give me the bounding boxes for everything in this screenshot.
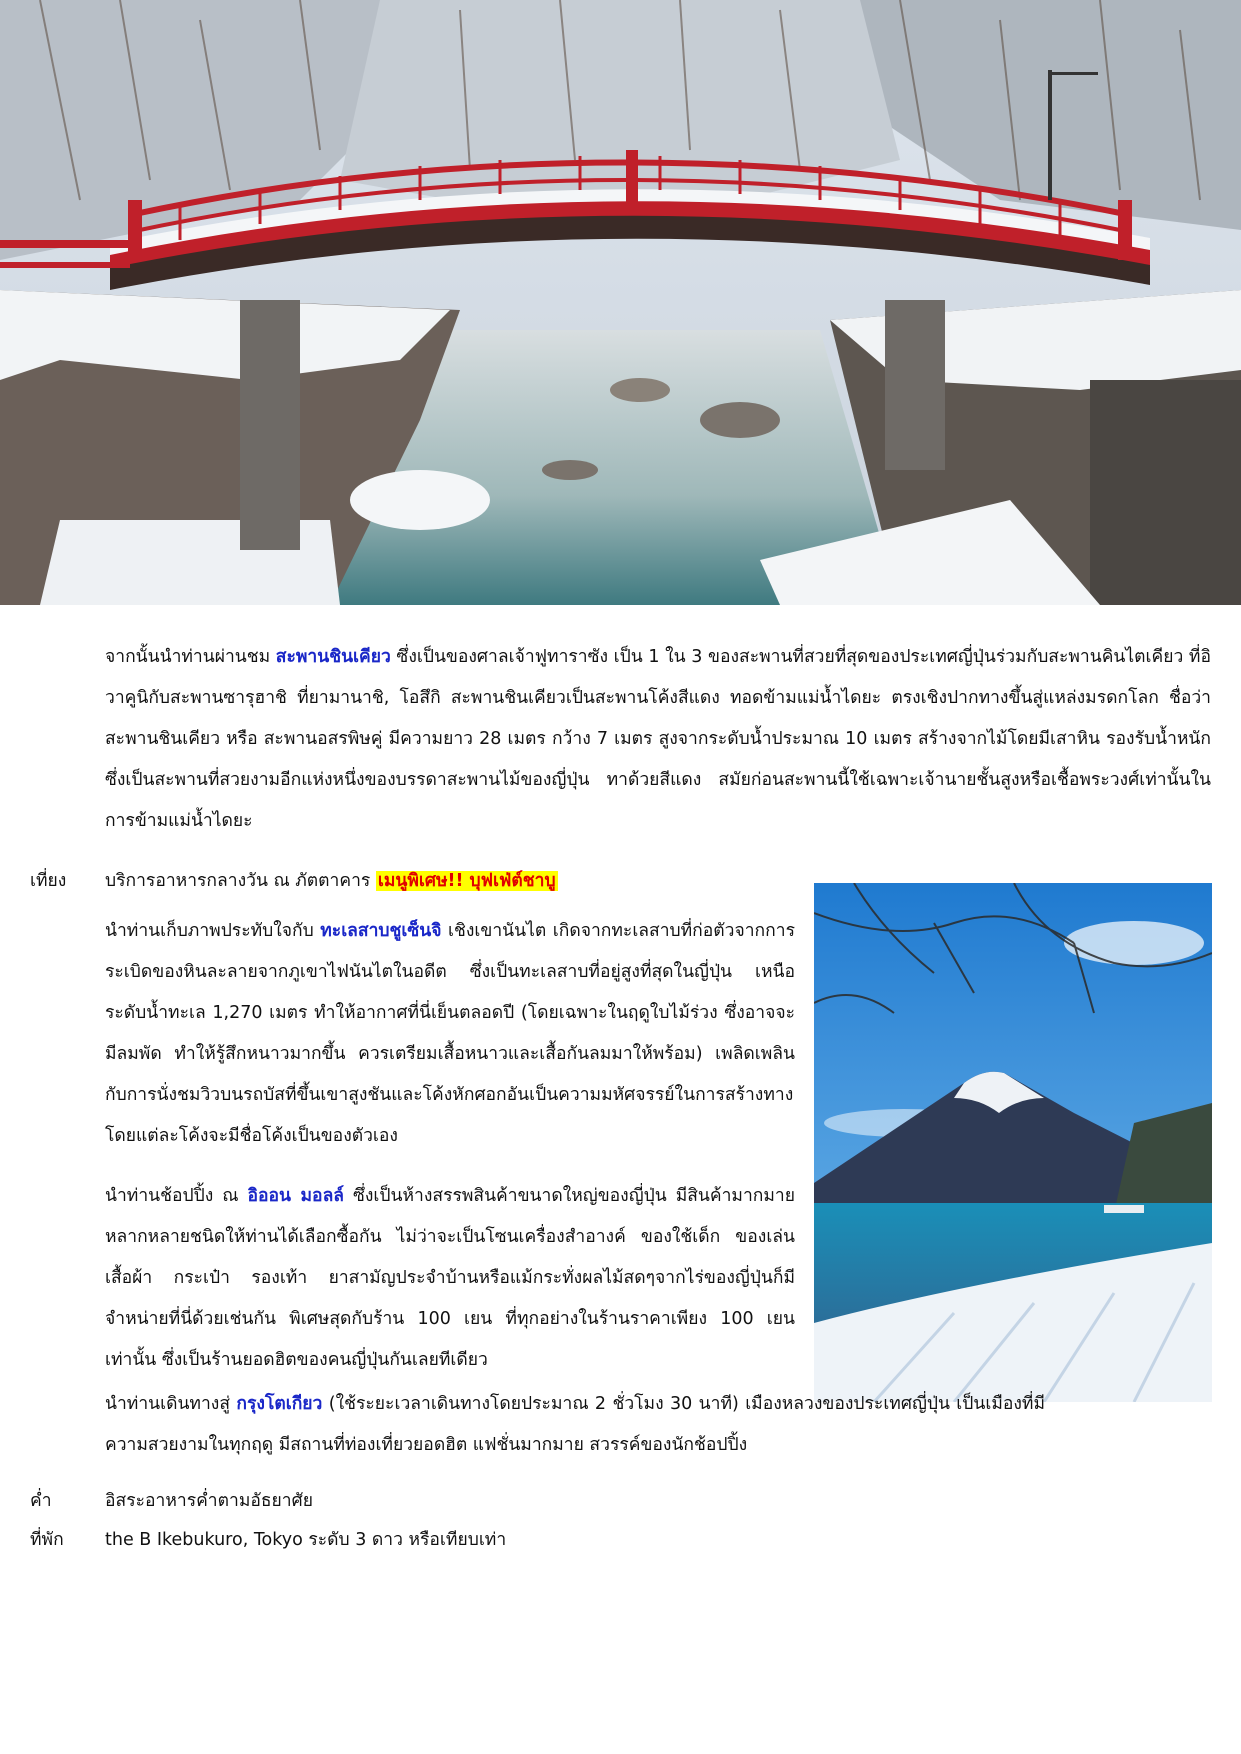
tokyo-name-highlight: กรุงโตเกียว xyxy=(236,1394,323,1414)
tokyo-body: (ใช้ระยะเวลาเดินทางโดยประมาณ 2 ชั่วโมง 30 นาที) เมืองหลวงของประเทศญี่ปุ่น เป็นเมืองที่มีความสวยงามในทุกฤดู มีสถานที่ท่องเที่ยวยอดฮิต แฟชั่นมากมาย สวรรค์ของนักช้อปปิ้ง xyxy=(105,1394,1046,1455)
lake-paragraph xyxy=(105,911,795,1157)
lake-mountain-photo xyxy=(814,883,1212,1402)
lake-intro: นำท่านเก็บภาพประทับใจกับ xyxy=(105,921,321,941)
tokyo-intro: นำท่านเดินทางสู่ xyxy=(105,1394,237,1414)
bridge-body: ซึ่งเป็นของศาลเจ้าฟูทาราซัง เป็น 1 ใน 3 ของสะพานที่สวยที่สุดของประเทศญี่ปุ่นร่วมกับสะพานคินไตเคียว ที่อิวาคูนิกับสะพานซารุฮาชิ ที่ยามานาชิ, โอสึกิ สะพานชินเคียวเป็นสะพานโค้งสีแดง ทอดข้ามแม่น้ำไดยะ ตรงเชิงปากทางขึ้นสู่แหล่งมรดกโลก ชื่อว่าสะพานชินเคียว หรือ สะพานอสรพิษคู่ มีความยาว 28 เมตร กว้าง 7 เมตร สูงจากระดับน้ำประมาณ 10 เมตร สร้างจากไม้โดยมีเสาหิน รองรับน้ำหนัก ซึ่งเป็นสะพานที่สวยงามอีกแห่งหนึ่งของบรรดาสะพานไม้ของญี่ปุ่น ทาด้วยสีแดง สมัยก่อนสะพานนี้ใช้เฉพาะเจ้านายชั้นสูงหรือเชื้อพระวงศ์เท่านั้นในการข้ามแม่น้ำไดยะ xyxy=(105,647,1211,831)
bridge-name-highlight: สะพานชินเคียว xyxy=(275,647,391,667)
bridge-photo xyxy=(0,0,1241,605)
lunch-description: บริการอาหารกลางวัน ณ ภัตตาคาร xyxy=(105,871,376,891)
bridge-paragraph xyxy=(105,637,1211,842)
lake-name-highlight: ทะเลสาบชูเซ็นจิ xyxy=(320,921,442,941)
mall-body: ซึ่งเป็นห้างสรรพสินค้าขนาดใหญ่ของญี่ปุ่น มีสินค้ามากมายหลากหลายชนิดให้ท่านได้เลือกซื้อกัน ไม่ว่าจะเป็นโซนเครื่องสำอางค์ ของใช้เด็ก ของเล่น เสื้อผ้า กระเป๋า รองเท้า ยาสามัญประจำบ้านหรือแม้กระทั่งผลไม้สดๆจากไร่ของญี่ปุ่นก็มีจำหน่ายที่นี่ด้วยเช่นกัน พิเศษสุดกับร้าน 100 เยน ที่ทุกอย่างในร้านราคาเพียง 100 เยน เท่านั้น ซึ่งเป็นร้านยอดฮิตของคนญี่ปุ่นกันเลยทีเดียว xyxy=(105,1186,795,1370)
mall-intro: นำท่านช้อปปิ้ง ณ xyxy=(105,1186,248,1206)
hotel-label: ที่พัก xyxy=(30,1530,64,1550)
bridge-intro: จากนั้นนำท่านผ่านชม xyxy=(105,647,276,667)
dinner-label: ค่ำ xyxy=(30,1491,52,1511)
lunch-menu-highlight: เมนูพิเศษ!! บุฟเฟ่ต์ชาบู xyxy=(377,871,556,891)
mall-paragraph xyxy=(105,1176,795,1381)
mall-name-highlight: อิออน มอลล์ xyxy=(247,1186,345,1206)
lake-body: เชิงเขานันไต เกิดจากทะเลสาบที่ก่อตัวจากการระเบิดของหินละลายจากภูเขาไฟนันไตในอดีต ซึ่งเป็นทะเลสาบที่อยู่สูงที่สุดในญี่ปุ่น เหนือระดับน้ำทะเล 1,270 เมตร ทำให้อากาศที่นี่เย็นตลอดปี (โดยเฉพาะในฤดูใบไม้ร่วง ซึ่งอาจจะมีลมพัด ทำให้รู้สึกหนาวมากขึ้น ควรเตรียมเสื้อหนาวและเสื้อกันลมมาให้พร้อม) เพลิดเพลินกับการนั่งชมวิวบนรถบัสที่ขึ้นเขาสูงชันและโค้งหักศอกอันเป็นความมหัศจรรย์ในการสร้างทางโดยแต่ละโค้งจะมีชื่อโค้งเป็นของตัวเอง xyxy=(105,921,795,1146)
hotel-text: the B Ikebukuro, Tokyo ระดับ 3 ดาว หรือเทียบเท่า xyxy=(105,1530,507,1550)
lunch-label: เที่ยง xyxy=(30,871,67,891)
tokyo-paragraph xyxy=(105,1384,1045,1466)
lunch-text xyxy=(105,863,558,899)
dinner-text: อิสระอาหารค่ำตามอัธยาศัย xyxy=(105,1491,313,1511)
